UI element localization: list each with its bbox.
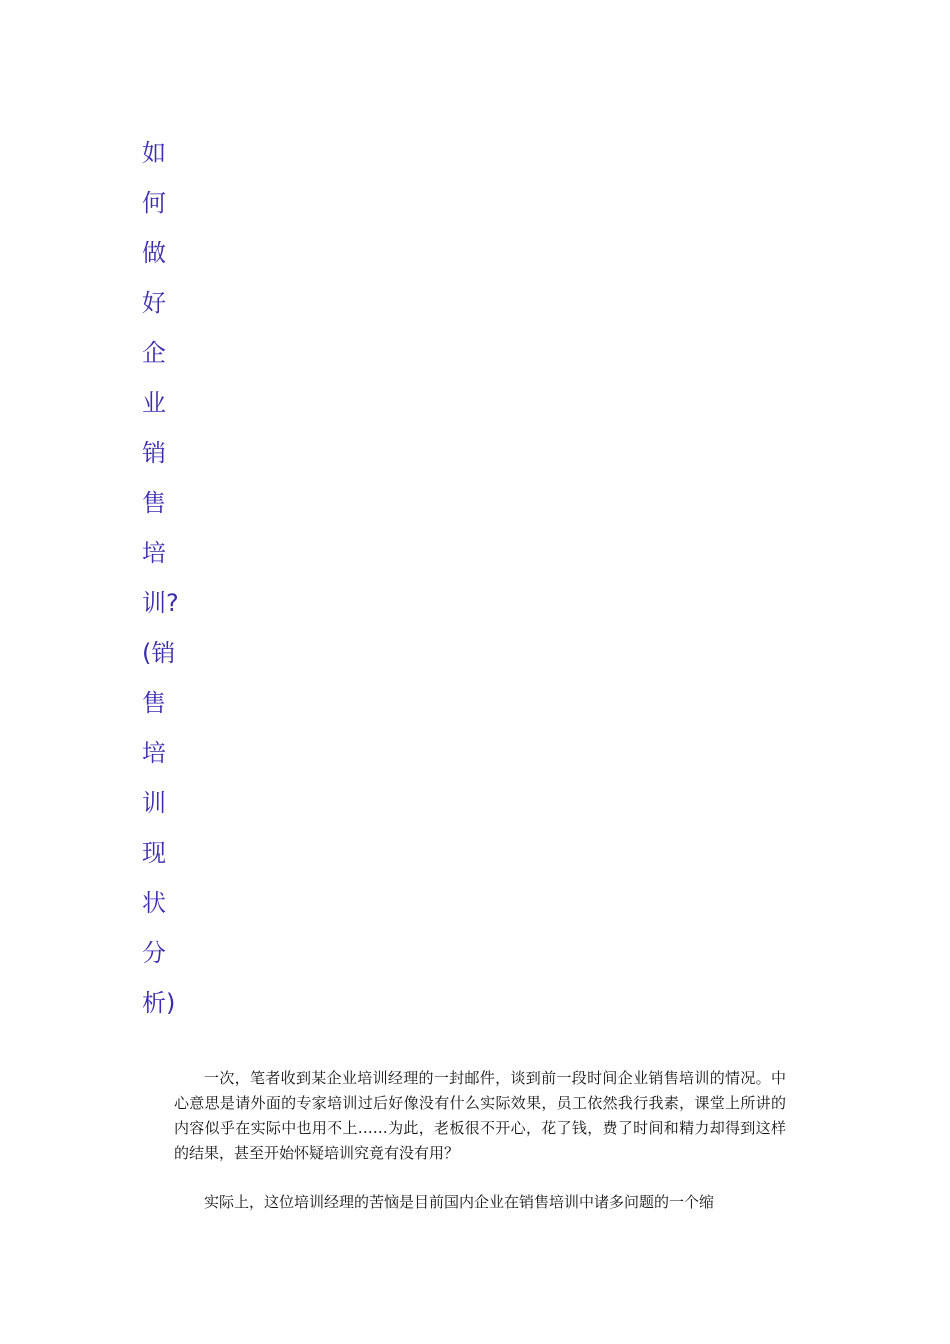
title-char: 析) <box>142 989 176 1017</box>
document-body <box>174 1066 786 1215</box>
title-char: 状 <box>142 889 166 917</box>
title-char: 如 <box>142 139 166 167</box>
title-char: 培 <box>142 539 166 567</box>
title-char: (销 <box>142 639 176 667</box>
title-char: 售 <box>142 489 166 517</box>
title-char: 培 <box>142 739 166 767</box>
paragraph: 一次，笔者收到某企业培训经理的一封邮件，谈到前一段时间企业销售培训的情况。中心意思是请外面的专家培训过后好像没有什么实际效果，员工依然我行我素，课堂上所讲的内容似乎在实际中也用不上……为此，老板很不开心，花了钱，费了时间和精力却得到这样的结果，甚至开始怀疑培训究竟有没有用？ <box>174 1069 786 1162</box>
title-char: 售 <box>142 689 166 717</box>
title-char: 销 <box>142 439 166 467</box>
paragraph: 实际上，这位培训经理的苦恼是目前国内企业在销售培训中诸多问题的一个缩 <box>204 1193 715 1211</box>
title-char: 训 <box>142 789 166 817</box>
title-char: 何 <box>142 189 166 217</box>
title-char: 训? <box>142 589 179 617</box>
title-char: 好 <box>142 289 166 317</box>
title-char: 企 <box>142 339 166 367</box>
document-title <box>142 128 202 1028</box>
title-char: 分 <box>142 939 166 967</box>
title-char: 做 <box>142 239 166 267</box>
title-char: 业 <box>142 389 166 417</box>
title-char: 现 <box>142 839 166 867</box>
